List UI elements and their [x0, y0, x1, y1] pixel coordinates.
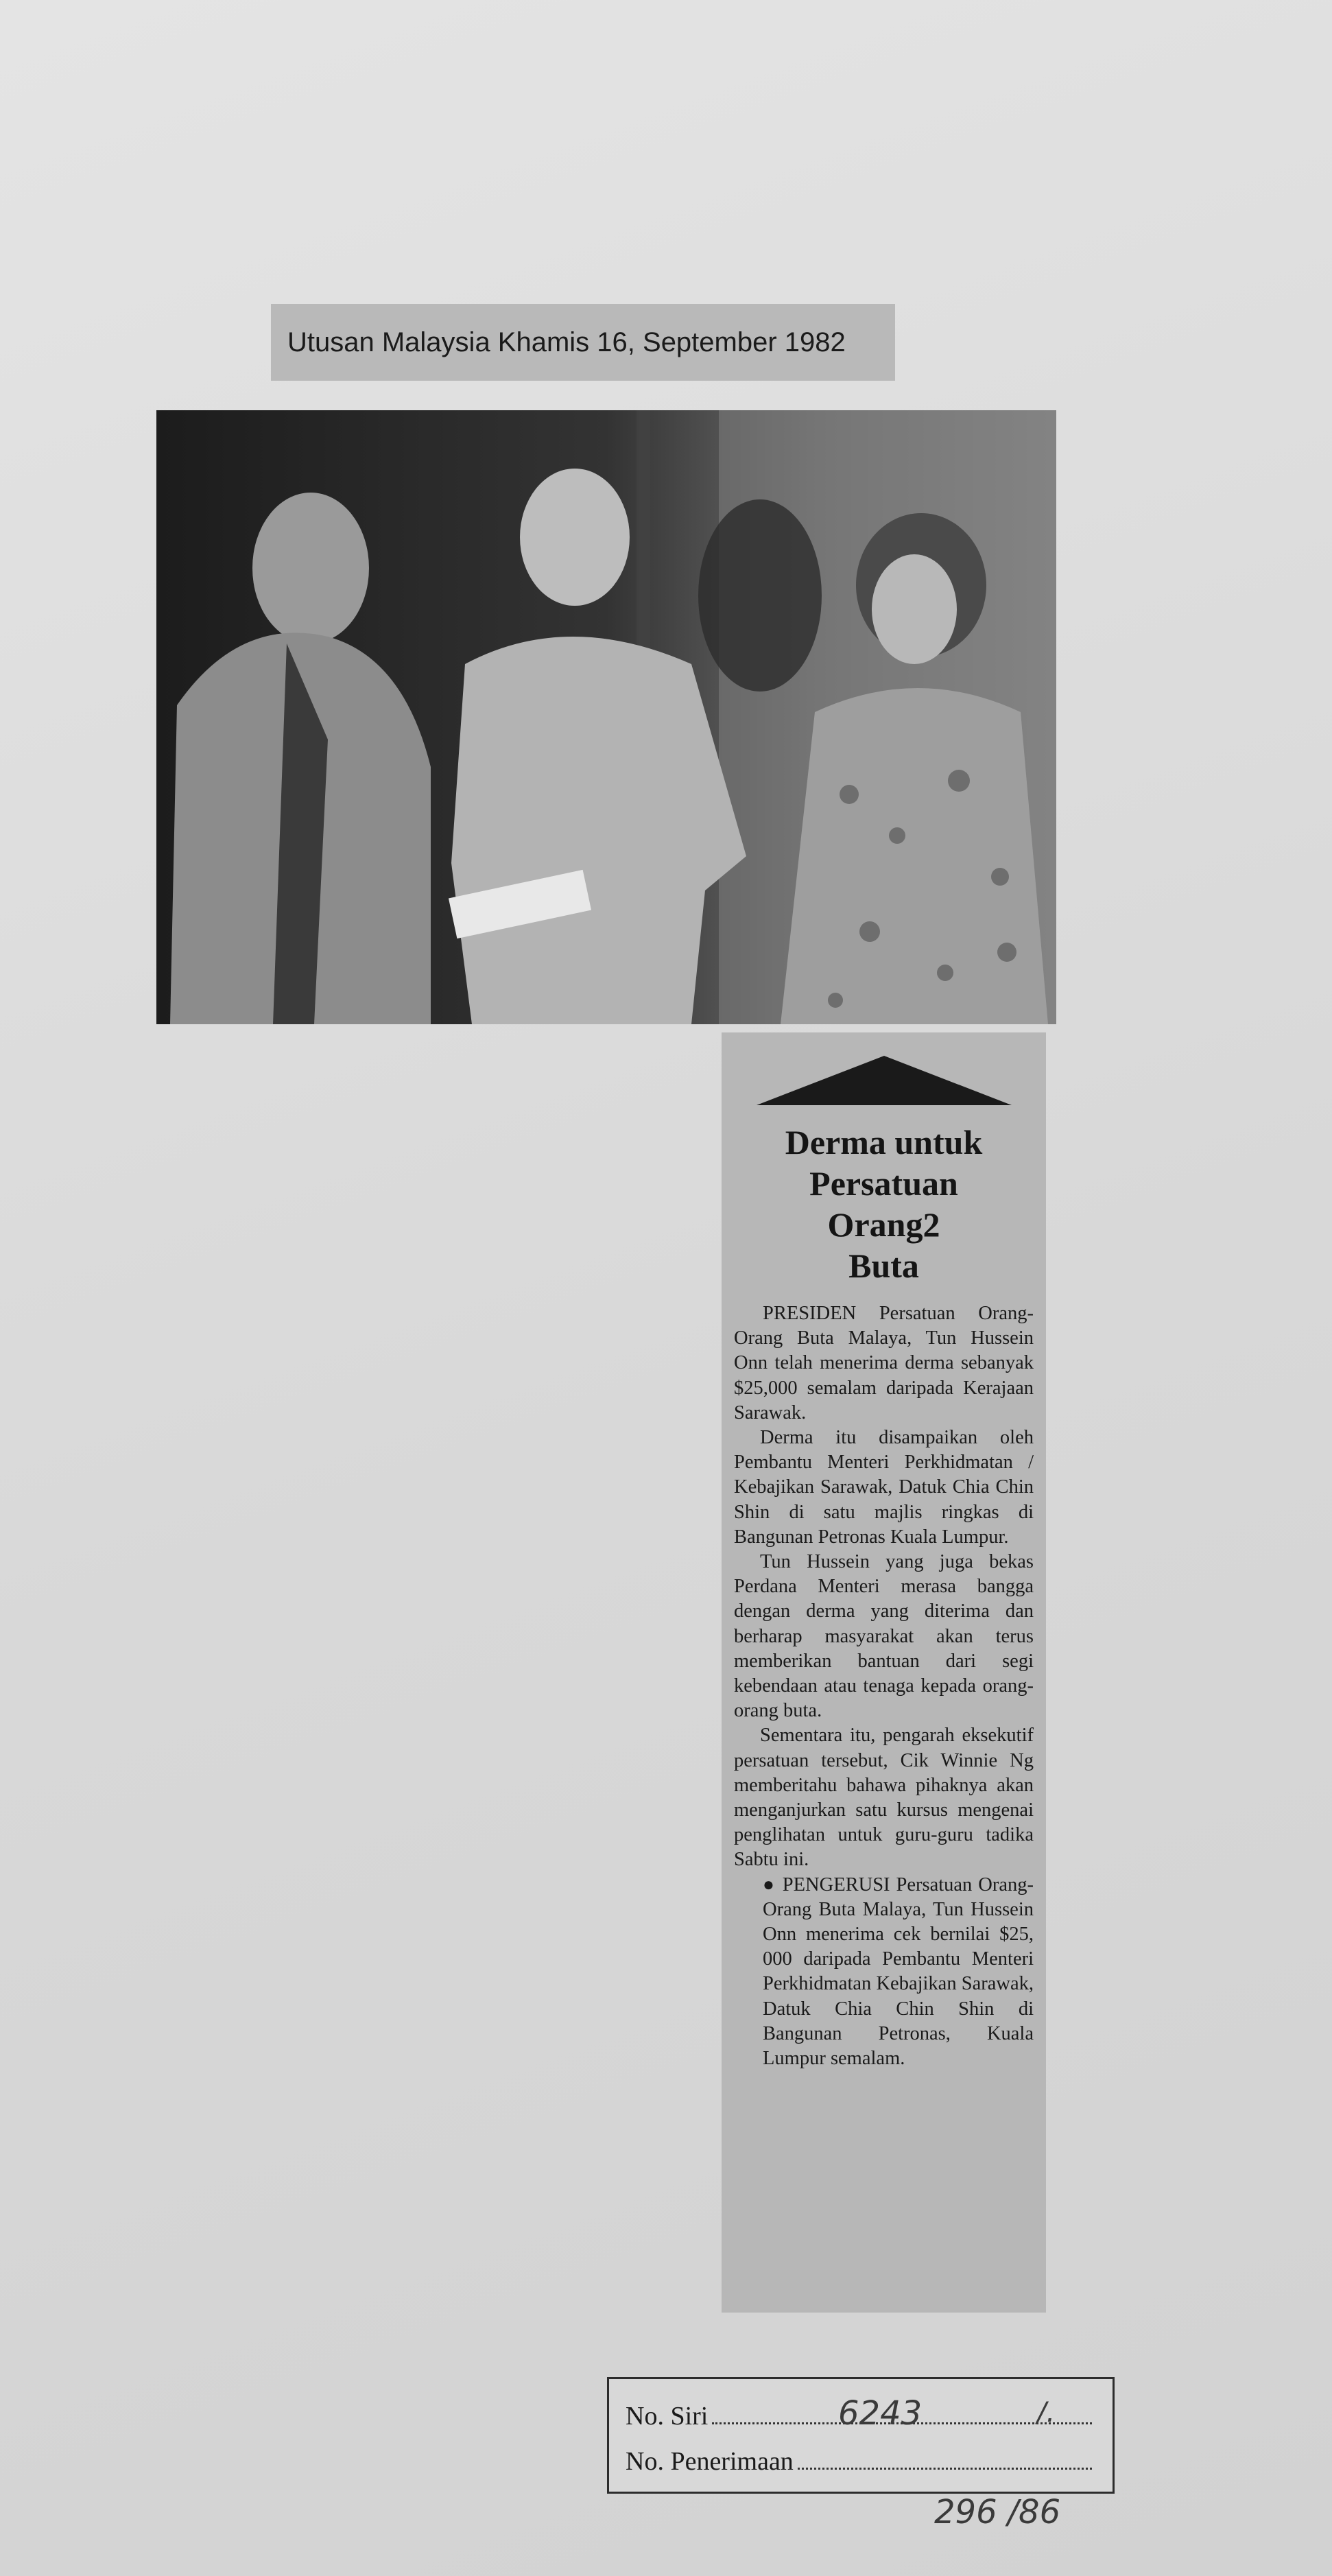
headline-line-4: Buta: [848, 1246, 919, 1285]
news-photo: [156, 410, 1056, 1024]
photo-illustration: [156, 410, 1056, 1024]
article-body: [734, 1301, 1034, 2071]
newspaper-source-label: [271, 304, 895, 381]
siri-handwritten-mark: /.: [1037, 2397, 1056, 2429]
headline-line-1: Derma untuk: [785, 1123, 983, 1161]
headline-line-2: Persatuan: [809, 1164, 958, 1203]
headline-line-3: Orang2: [827, 1205, 940, 1244]
penerimaan-label: No. Penerimaan: [626, 2447, 794, 2476]
paragraph-2: Derma itu disampaikan oleh Pembantu Menteri Perkhidmatan / Kebajikan Sarawak, Datuk Chia Chin Shin di satu majlis ringkas di Bangunan Petronas Kuala Lumpur.: [734, 1427, 1034, 1548]
arrow-up-icon: [754, 1053, 1014, 1108]
paragraph-1: PRESIDEN Persatuan Orang-Orang Buta Malaya, Tun Hussein Onn telah menerima derma sebanyak $25,000 semalam daripada Kerajaan Sarawak.: [734, 1303, 1034, 1423]
article-column: [722, 1032, 1046, 2313]
siri-row: [626, 2394, 1096, 2433]
siri-label: No. Siri: [626, 2402, 709, 2431]
source-text: Utusan Malaysia Khamis 16, September 1982: [287, 327, 846, 357]
paragraph-3: Tun Hussein yang juga bekas Perdana Menteri merasa bangga dengan derma yang diterima dan berharap masyarakat akan terus memberikan bantuan dari segi kebendaan atau tenaga kepada orang-orang buta.: [734, 1551, 1034, 1722]
photo-caption: [734, 1873, 1034, 2072]
siri-handwritten-value: 6243: [838, 2394, 923, 2433]
penerimaan-row: [626, 2442, 1096, 2531]
paragraph-4: Sementara itu, pengarah eksekutif persatuan tersebut, Cik Winnie Ng memberitahu bahawa pihaknya akan menganjurkan satu kursus mengenai penglihatan untuk guru-guru tadika Sabtu ini.: [734, 1725, 1034, 1871]
article-headline: [734, 1122, 1034, 1286]
penerimaan-handwritten-value: 296 /86: [934, 2493, 1061, 2531]
archive-record-box: [607, 2377, 1115, 2531]
dotted-line: [798, 2468, 1092, 2470]
caption-text: PENGERUSI Persatuan Orang-Orang Buta Malaya, Tun Hussein Onn menerima cek bernilai $25, 000 daripada Pembantu Menteri Perkhidmatan Kebajikan Sarawak, Datuk Chia Chin Shin di Bangunan Petronas, Kuala Lumpur semalam.: [763, 1874, 1034, 2070]
bullet-icon: ●: [763, 1874, 776, 1895]
